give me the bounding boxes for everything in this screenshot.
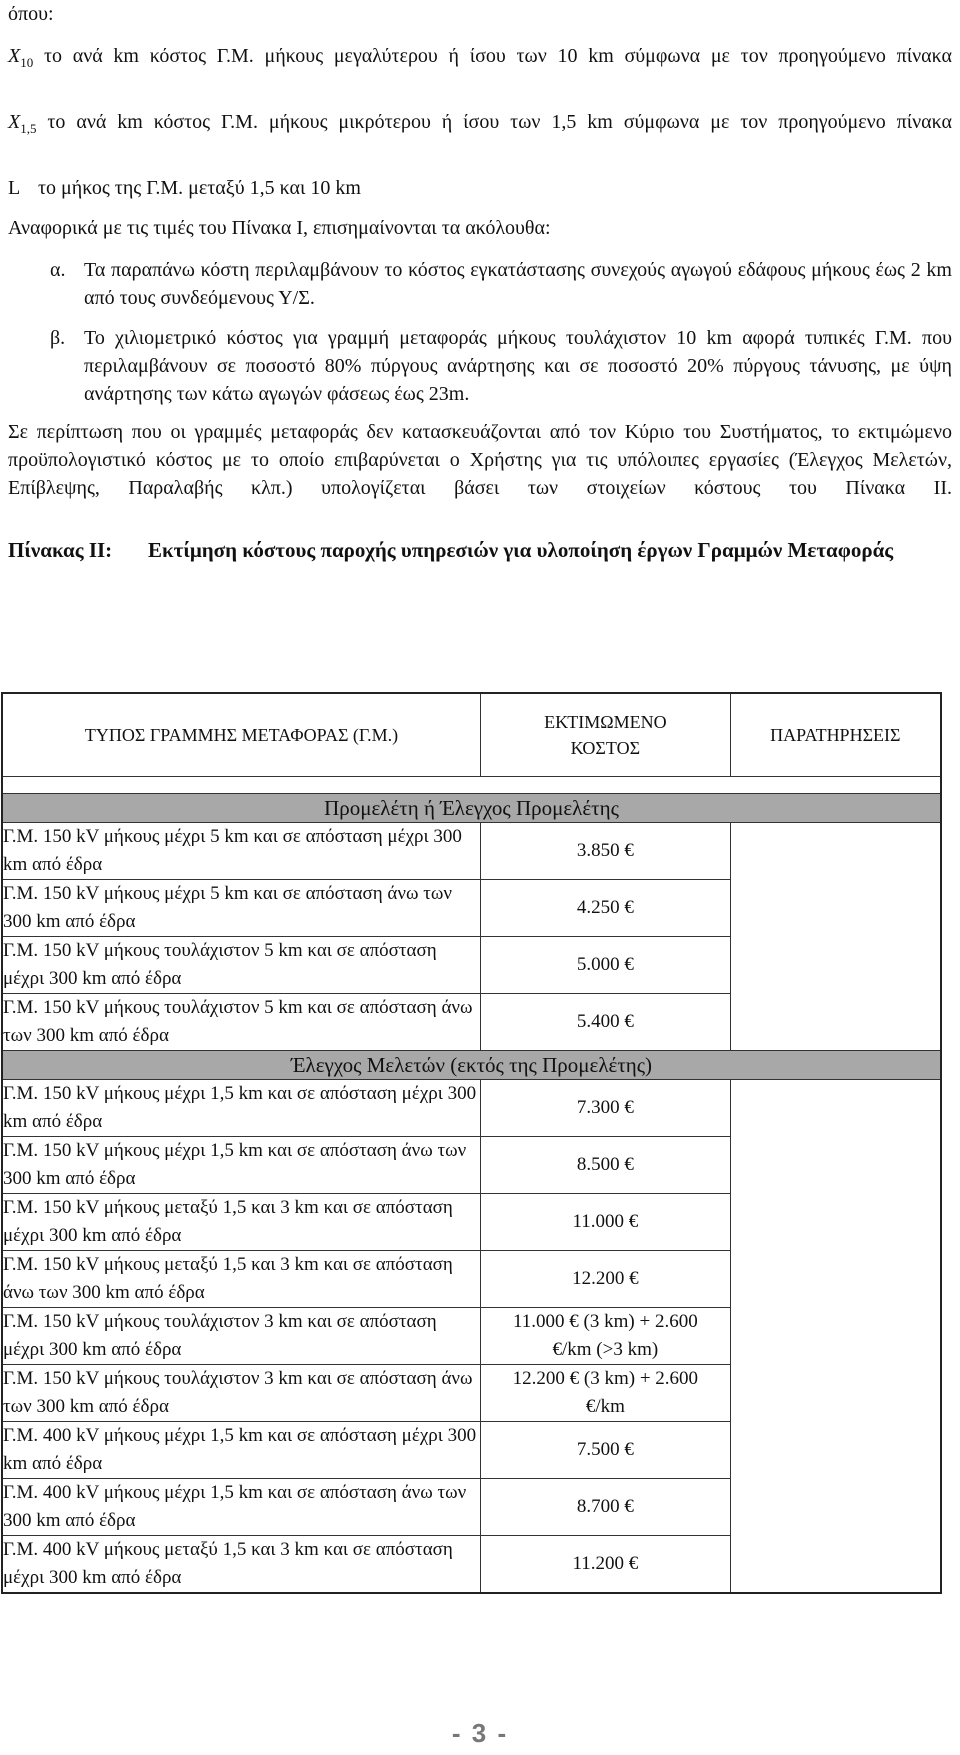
symbol-x: X — [8, 45, 21, 67]
definition-text: το ανά km κόστος Γ.Μ. μήκους μεγαλύτερου ή ίσου των 10 km σύμφωνα με τον προηγούμενο πίνακα — [43, 45, 953, 67]
symbol-subscript: 10 — [20, 55, 34, 70]
row-cost: 4.250 € — [481, 880, 731, 937]
row-description: Γ.Μ. 150 kV μήκους τουλάχιστον 3 km και σε απόσταση μέχρι 300 km από έδρα — [2, 1308, 481, 1365]
page-number: - 3 - — [451, 1718, 509, 1748]
row-cost: 7.500 € — [481, 1422, 731, 1479]
table-row — [2, 1080, 941, 1137]
symbol-subscript: 1,5 — [20, 121, 37, 136]
symbol-x: X — [8, 111, 21, 133]
row-cost: 5.000 € — [481, 937, 731, 994]
list-text: Τα παραπάνω κόστη περιλαμβάνουν το κόστος εγκατάστασης συνεχούς αγωγού εδάφους μήκους έως 2 km από τους συνδεόμενους Υ/Σ. — [84, 259, 952, 309]
table-heading-label: Πίνακας ΙΙ: — [8, 538, 113, 562]
table-row — [2, 823, 941, 880]
remarks-intro: Αναφορικά με τις τιμές του Πίνακα Ι, επισημαίνονται τα ακόλουθα: — [8, 217, 551, 239]
section-title: Προμελέτη ή Έλεγχος Προμελέτης — [2, 794, 941, 823]
symbol-l: L — [8, 177, 21, 199]
row-description: Γ.Μ. 150 kV μήκους τουλάχιστον 3 km και σε απόσταση άνω των 300 km από έδρα — [2, 1365, 481, 1422]
table-heading-title: Εκτίμηση κόστους παροχής υπηρεσιών για υλοποίηση έργων Γραμμών Μεταφοράς — [148, 538, 894, 562]
row-cost: 8.500 € — [481, 1137, 731, 1194]
list-item-b — [8, 324, 952, 408]
section-title: Έλεγχος Μελετών (εκτός της Προμελέτης) — [2, 1051, 941, 1080]
row-cost: 7.300 € — [481, 1080, 731, 1137]
definition-x15 — [8, 108, 952, 164]
row-description: Γ.Μ. 150 kV μήκους μέχρι 1,5 km και σε απόσταση άνω των 300 km από έδρα — [2, 1137, 481, 1194]
table-header-row — [2, 693, 941, 777]
row-description: Γ.Μ. 150 kV μήκους μέχρι 5 km και σε απόσταση μέχρι 300 km από έδρα — [2, 823, 481, 880]
row-description: Γ.Μ. 150 kV μήκους μέχρι 5 km και σε απόσταση άνω των 300 km από έδρα — [2, 880, 481, 937]
header-type: ΤΥΠΟΣ ΓΡΑΜΜΗΣ ΜΕΤΑΦΟΡΑΣ (Γ.Μ.) — [2, 693, 481, 777]
table-heading — [8, 536, 952, 565]
table-spacer-row — [2, 777, 941, 794]
row-cost: 11.000 € — [481, 1194, 731, 1251]
where-label: όπου: — [8, 3, 54, 25]
cost-table — [1, 692, 942, 1594]
section-row — [2, 1051, 941, 1080]
row-description: Γ.Μ. 150 kV μήκους μέχρι 1,5 km και σε απόσταση μέχρι 300 km από έδρα — [2, 1080, 481, 1137]
row-description: Γ.Μ. 150 kV μήκους μεταξύ 1,5 και 3 km και σε απόσταση μέχρι 300 km από έδρα — [2, 1194, 481, 1251]
row-cost: 8.700 € — [481, 1479, 731, 1536]
row-description: Γ.Μ. 150 kV μήκους τουλάχιστον 5 km και σε απόσταση άνω των 300 km από έδρα — [2, 994, 481, 1051]
row-description: Γ.Μ. 400 kV μήκους μέχρι 1,5 km και σε απόσταση μέχρι 300 km από έδρα — [2, 1422, 481, 1479]
list-label: α. — [50, 259, 66, 281]
definition-text: το ανά km κόστος Γ.Μ. μήκους μικρότερου ή ίσου των 1,5 km σύμφωνα με τον προηγούμενο πίνακα — [47, 111, 952, 133]
notes-cell — [730, 823, 941, 1051]
list-label: β. — [50, 327, 66, 349]
row-description: Γ.Μ. 150 kV μήκους μεταξύ 1,5 και 3 km και σε απόσταση άνω των 300 km από έδρα — [2, 1251, 481, 1308]
row-description: Γ.Μ. 400 kV μήκους μεταξύ 1,5 και 3 km και σε απόσταση μέχρι 300 km από έδρα — [2, 1536, 481, 1594]
row-cost: 12.200 € — [481, 1251, 731, 1308]
notes-cell — [730, 1080, 941, 1594]
list-text: Το χιλιομετρικό κόστος για γραμμή μεταφοράς μήκους τουλάχιστον 10 km αφορά τυπικές Γ.Μ. που περιλαμβάνουν σε ποσοστό 80% πύργους ανάρτησης και σε ποσοστό 20% πύργους τάνυσης, με ύψη ανάρτησης των κάτω αγωγών φάσεως έως 23m. — [84, 327, 952, 405]
header-notes: ΠΑΡΑΤΗΡΗΣΕΙΣ — [730, 693, 941, 777]
row-cost: 11.200 € — [481, 1536, 731, 1594]
definition-x10 — [8, 42, 952, 98]
document-page — [8, 0, 952, 565]
row-cost: 11.000 € (3 km) + 2.600 €/km (>3 km) — [481, 1308, 731, 1365]
header-cost: ΕΚΤΙΜΩΜΕΝΟ ΚΟΣΤΟΣ — [481, 693, 731, 777]
definition-text: το μήκος της Γ.Μ. μεταξύ 1,5 και 10 km — [38, 177, 361, 199]
row-cost: 5.400 € — [481, 994, 731, 1051]
body-paragraph: Σε περίπτωση που οι γραμμές μεταφοράς δεν κατασκευάζονται από τον Κύριο του Συστήματος, το εκτιμώμενο προϋπολογιστικό κόστος με το οποίο επιβαρύνεται ο Χρήστης για τις υπόλοιπες εργασίες (Έλεγχος Μελετών, Επίβλεψης, Παραλαβής κλπ.) υπολογίζεται βάσει των στοιχείων κόστους του Πίνακα ΙΙ. — [8, 421, 952, 499]
definition-l — [8, 174, 952, 202]
row-description: Γ.Μ. 150 kV μήκους τουλάχιστον 5 km και σε απόσταση μέχρι 300 km από έδρα — [2, 937, 481, 994]
row-description: Γ.Μ. 400 kV μήκους μέχρι 1,5 km και σε απόσταση άνω των 300 km από έδρα — [2, 1479, 481, 1536]
list-item-a — [8, 256, 952, 312]
row-cost: 12.200 € (3 km) + 2.600 €/km — [481, 1365, 731, 1422]
section-row — [2, 794, 941, 823]
row-cost: 3.850 € — [481, 823, 731, 880]
